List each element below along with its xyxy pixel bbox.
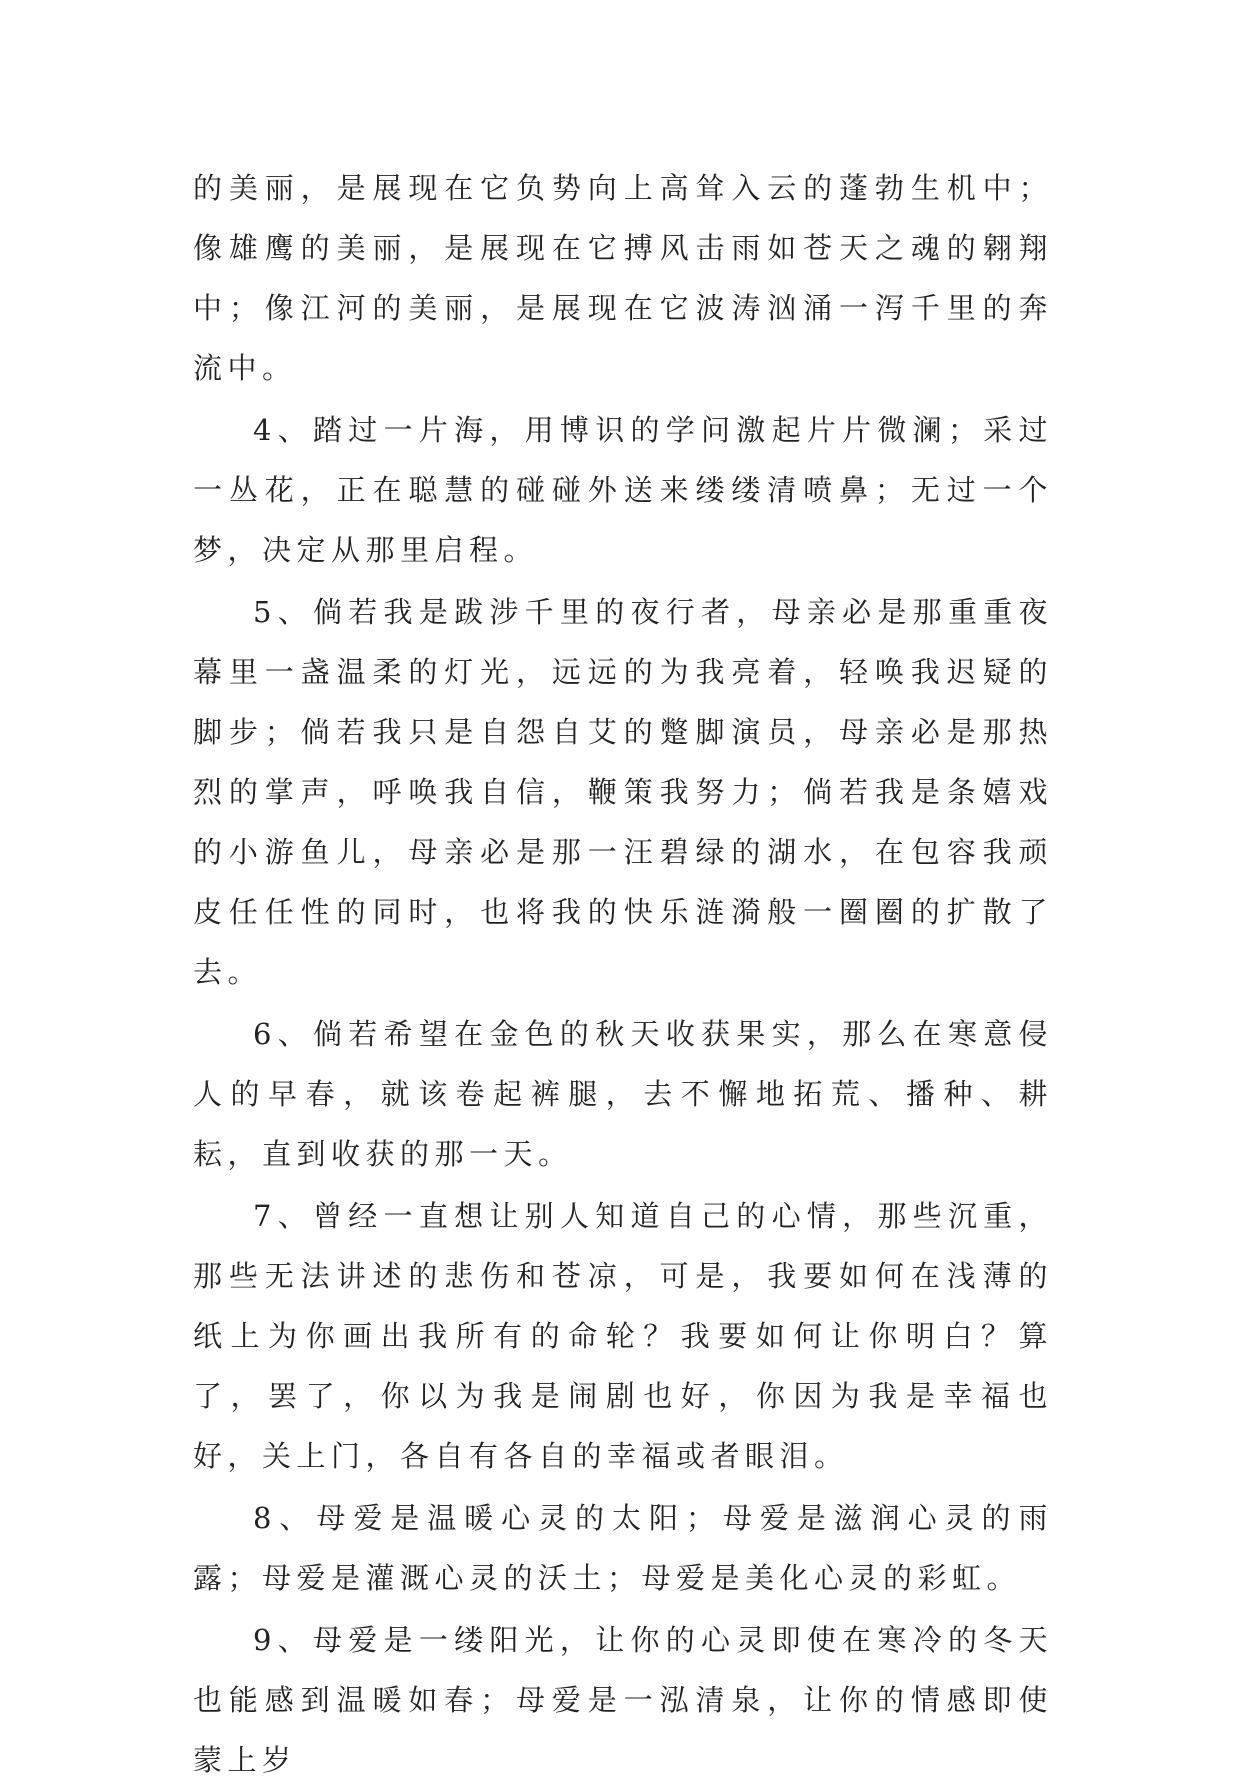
document-body xyxy=(193,158,1053,1792)
paragraph-8: 8、母爱是温暖心灵的太阳；母爱是滋润心灵的雨露；母爱是灌溉心灵的沃土；母爱是美化心灵的彩虹。 xyxy=(193,1501,1053,1595)
paragraph-continued: 的美丽，是展现在它负势向上高耸入云的蓬勃生机中；像雄鹰的美丽，是展现在它搏风击雨如苍天之魂的翱翔中；像江河的美丽，是展现在它波涛汹涌一泻千里的奔流中。 xyxy=(193,171,1053,385)
paragraph-7: 7、曾经一直想让别人知道自己的心情，那些沉重，那些无法讲述的悲伤和苍凉，可是，我要如何在浅薄的纸上为你画出我所有的命轮？我要如何让你明白？算了，罢了，你以为我是闹剧也好，你因为我是幸福也好，关上门，各自有各自的幸福或者眼泪。 xyxy=(193,1199,1053,1473)
paragraph-4: 4、踏过一片海，用博识的学问激起片片微澜；采过一丛花，正在聪慧的碰碰外送来缕缕清喷鼻；无过一个梦，决定从那里启程。 xyxy=(193,413,1053,567)
paragraph-9: 9、母爱是一缕阳光，让你的心灵即使在寒冷的冬天也能感到温暖如春；母爱是一泓清泉，让你的情感即使蒙上岁 xyxy=(193,1623,1053,1777)
paragraph-5: 5、倘若我是跋涉千里的夜行者，母亲必是那重重夜幕里一盏温柔的灯光，远远的为我亮着，轻唤我迟疑的脚步；倘若我只是自怨自艾的蹩脚演员，母亲必是那热烈的掌声，呼唤我自信，鞭策我努力；倘若我是条嬉戏的小游鱼儿，母亲必是那一汪碧绿的湖水，在包容我顽皮任任性的同时，也将我的快乐涟漪般一圈圈的扩散了去。 xyxy=(193,595,1053,989)
paragraph-6: 6、倘若希望在金色的秋天收获果实，那么在寒意侵人的早春，就该卷起裤腿，去不懈地拓荒、播种、耕耘，直到收获的那一天。 xyxy=(193,1017,1053,1171)
